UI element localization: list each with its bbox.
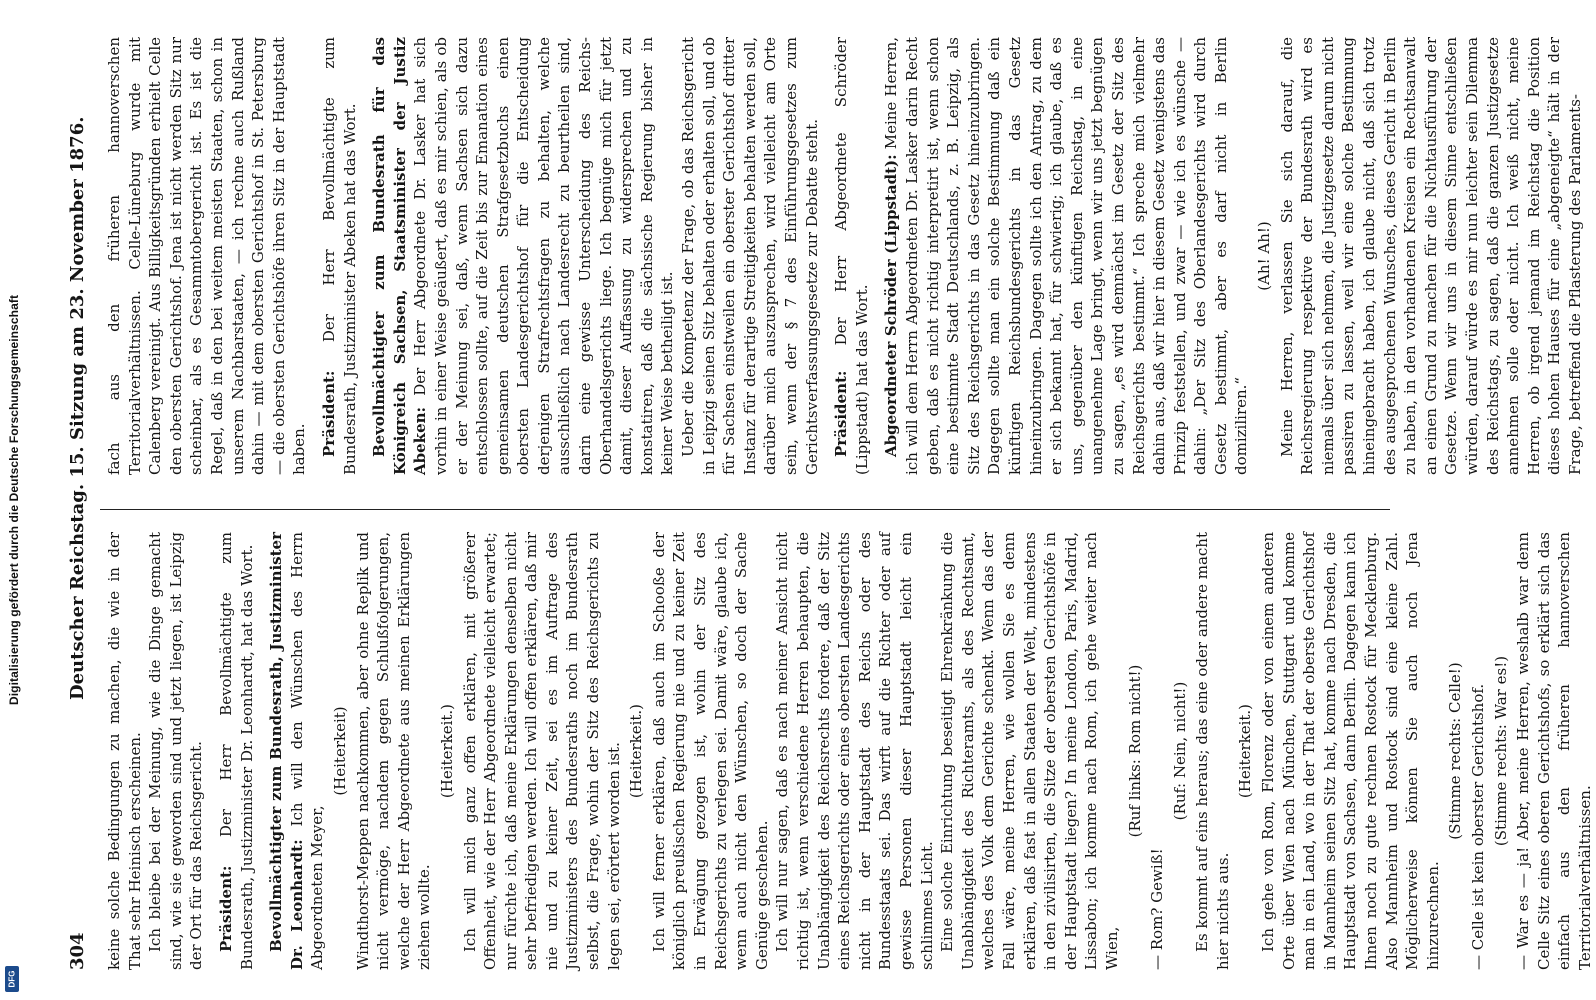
page-number: 304	[67, 932, 88, 970]
text-paragraph	[1277, 37, 1586, 475]
paragraph-text: Ich will ferner erklären, daß auch im Schooße der königlich preußischen Regierung nie und zu keiner Zeit in Erwägung gezogen ist, wohin der Sitz des Reichsgerichts zu verlegen sei. Damit wäre, glaube ich, wenn auch nicht den Wünschen, so doch der Sache Genüge geschehen.	[649, 532, 771, 970]
text-paragraph	[1192, 532, 1233, 970]
speaker-name: Präsident:	[319, 370, 338, 457]
text-paragraph	[104, 532, 145, 970]
speaker-name: Präsident:	[832, 370, 851, 457]
dfg-logo-icon	[5, 966, 19, 992]
paragraph-text: — Rom? Gewiß!	[1148, 848, 1167, 970]
stage-direction	[1170, 532, 1191, 970]
paragraph-text: Ich bleibe bei der Meinung, wie die Dinge gemacht sind, wie sie geworden sind und jetzt liegen, ist Leipzig der Ort für das Reichsgericht.	[146, 532, 206, 970]
paragraph-text: (Stimme rechts: War es!)	[1491, 655, 1510, 847]
paragraph-text: (Heiterkeit.)	[627, 703, 646, 799]
paragraph-text: (Heiterkeit.)	[1236, 703, 1255, 799]
stage-direction	[1125, 532, 1146, 970]
right-column	[104, 37, 1584, 475]
paragraph-text: keine solche Bedingungen zu machen, die wie in der That sehr Heinisch erscheinen.	[105, 532, 144, 970]
paragraph-text: (Ah! Ah!)	[1255, 221, 1274, 291]
speaker-name: Bevollmächtigter zum Bundesrath, Justizminister Dr. Leonhardt:	[267, 532, 306, 970]
paragraph-text: — Celle ist kein oberster Gerichtshof.	[1469, 683, 1487, 970]
credit-text: Digitalisierung gefördert durch die Deutsche Forschungsgemeinschaft	[7, 294, 21, 706]
text-paragraph	[1258, 532, 1443, 970]
speaker-name: Bevollmächtigter zum Bundesrath für das Königreich Sachsen, Staatsminister der Justiz Abeken:	[370, 37, 430, 475]
speech-paragraph	[319, 37, 360, 475]
paragraph-text: fach aus den früheren hannoverschen Territorialverhältnissen. Celle-Lüneburg wurde mit Calenberg vereinigt. Aus Billigkeitsgründen erhielt Celle den obersten Gerichtshof. Jena ist nicht werden Sitz nur scheinbar, als es Gesammtobergericht ist. Es ist die Regel, daß in den bei weitem meisten Staaten, schon in unserem Nachbarstaaten, — ich rechne auch Rußland dahin — mit dem obersten Gerichtshof in St. Petersburg — die obersten Gerichtshöfe ihren Sitz in der Hauptstadt haben.	[105, 37, 309, 475]
running-title: Deutscher Reichstag. 15. Sitzung am 23. November 1876.	[67, 116, 88, 700]
paragraph-text: Ich will nur sagen, daß es nach meiner Ansicht nicht richtig ist, wenn verschiedene Herren behaupten, die Unabhängigkeit des Reichsrechts fordere, daß der Sitz eines Reichsgerichts oder eines obersten Landesgerichts nicht in der Hauptstadt des Reichs oder des Bundesstaats sei. Das wirft auf die Richter oder auf gewisse Personen dieser Hauptstadt leicht ein schlimmes Licht.	[773, 532, 936, 970]
paragraph-text: (Heiterkeit)	[330, 706, 349, 796]
paragraph-text: Es kommt auf eins heraus; das eine oder andere macht hier nichts aus.	[1193, 532, 1232, 970]
paragraph-text: Windthorst-Meppen nachkommen, aber ohne Replik und nicht vermöge, nachdem gegen Schlußfolgerungen, welche der Herr Abgeordnete aus meinen Erklärungen ziehen wollte.	[353, 532, 434, 970]
paragraph-text: (Stimme rechts: Celle!)	[1446, 662, 1465, 840]
stage-direction	[1235, 532, 1256, 970]
stage-direction	[1254, 37, 1275, 475]
speech-paragraph	[369, 37, 678, 475]
column-divider	[100, 509, 1390, 510]
paragraph-text: (Ruf: Nein, nicht!)	[1170, 681, 1189, 821]
text-paragraph	[649, 532, 773, 970]
dfg-logo-text: DFG	[7, 970, 17, 988]
paragraph-text: Der Herr Bevollmächtigte zum Bundesrath, Justizminister Dr. Leonhardt, hat das Wort.	[216, 532, 256, 970]
text-paragraph	[678, 37, 822, 475]
paragraph-text: — War es — ja! Aber, meine Herren, weshalb war denn Celle Sitz eines oberen Gerichtshofs, so erklärt sich das einfach aus den früheren hannoverschen Territorialverhältnissen.	[1514, 532, 1594, 970]
paragraph-text: Ich gehe von Rom, Florenz oder von einem anderen Orte über Wien nach München, Stuttgart und komme man in ein Land, wo in der That der oberste Gerichtshof in Mannheim seinen Sitz hat, komme nach Dresden, die Hauptstadt von Sachsen, dann Berlin. Dagegen kann ich Ihnen noch zu gute rechnen Rostock für Mecklenburg. Also Mannheim und Rostock sind eine kleine Zahl. Möglicherweise können Sie auch noch Jena hinzurechnen.	[1259, 532, 1442, 970]
paragraph-text: Der Herr Abgeordnete Dr. Lasker hat sich vorhin in einer Weise geäußert, daß es mir schien, als ob er der Meinung sei, daß, wenn Sachsen sich dazu entschlossen sollte, auf die Zeit bis zur Emanation eines gemeinsamen deutschen Strafgesetzbuchs einen obersten Landesgerichtshof für die Entscheidung derjenigen Strafrechtsfragen zu behalten, welche ausschließlich nach Landesrecht zu beurtheilen sind, darin eine gewisse Unterscheidung des Reichs-Oberhandelsgerichts liege. Ich begnüge mich für jetzt damit, dieser Auffassung zu widersprechen und zu konstatiren, daß die sächsische Regierung bisher in keiner Weise betheiligt ist.	[411, 37, 677, 475]
stage-direction	[626, 532, 647, 970]
stage-direction	[1491, 532, 1512, 970]
speech-paragraph	[266, 532, 328, 970]
paragraph-text: (Heiterkeit.)	[437, 703, 456, 799]
text-paragraph	[1147, 532, 1168, 970]
text-paragraph	[460, 532, 625, 970]
speaker-name: Präsident:	[216, 865, 235, 952]
left-column	[104, 532, 1594, 970]
rotated-page	[60, 0, 1594, 1000]
text-paragraph	[1513, 532, 1595, 970]
digitization-credit	[3, 0, 25, 1000]
paragraph-text: Ueber die Kompetenz der Frage, ob das Reichsgericht in Leipzig seinen Sitz behalten oder erhalten soll, und ob für Sachsen einstweilen ein oberster Gerichtshof dritter Instanz für derartige Streitigkeiten behalten werden soll, darüber mich auszusprechen, wird vielleicht am Orte sein, wenn der § 7 des Einführungsgesetzes zum Gerichtsverfassungsgesetze zur Debatte steht.	[679, 37, 821, 475]
speech-paragraph	[216, 532, 257, 970]
text-paragraph	[353, 532, 435, 970]
text-paragraph	[1468, 532, 1489, 970]
speech-paragraph	[831, 37, 872, 475]
stage-direction	[437, 532, 458, 970]
text-paragraph	[937, 532, 1122, 970]
paragraph-text: Der Herr Abgeordnete Schröder (Lippstadt) hat das Wort.	[832, 37, 871, 475]
text-paragraph	[772, 532, 937, 970]
paragraph-text: Ich will mich ganz offen erklären, mit größerer Offenheit, wie der Herr Abgeordnete vielleicht erwartet; nur fürchte ich, daß meine Erklärungen denselben nicht sehr befriedigen werden. Ich will offen erklären, daß mir nie und zu keiner Zeit, sei es im Auftrage des Justizministers des Bundesraths noch im Bundesrath selbst, die Frage, wohin der Sitz des Reichsgerichts zu legen sei, erörtert worden ist.	[460, 532, 623, 970]
speaker-name: Abgeordneter Schröder (Lippstadt):	[882, 154, 901, 457]
paragraph-text: Meine Herren, ich will dem Herrn Abgeordneten Dr. Lasker darin Recht geben, daß es nicht richtig interpretirt ist, wenn schon eine bestimmte Stadt Deutschlands, z. B. Leipzig, als Sitz des Reichsgerichts in das Gesetz hineinzubringen. Dagegen sollte man ein solche Bestimmung daß ein künftigen Reichsbundesgerichts in das Gesetz hineinzubringen. Dagegen sollte ich den Antrag, zu dem er sich bekannt hat, für schwierig; ich glaube, daß es uns, gegenüber den künftigen Reichstag, in eine unangenehme Lage bringt, wenn wir uns jetzt begnügen zu sagen, „es wird demnächst im Gesetz der Sitz des Reichsgerichts bestimmt.“ Ich spreche mich vielmehr dahin aus, daß wir hier in diesem Gesetz wenigstens das Prinzip feststellen, und zwar — wie ich es wünsche — dahin: „Der Sitz des Oberlandesgerichts wird durch Gesetz bestimmt, aber es darf nicht in Berlin domiziliren.“	[882, 37, 1251, 475]
paragraph-text: (Ruf links: Rom nicht!)	[1125, 664, 1144, 838]
text-paragraph	[145, 532, 207, 970]
stage-direction	[1445, 532, 1466, 970]
paragraph-text: Der Herr Bevollmächtigte zum Bundesrath, Justizminister Abeken hat das Wort.	[319, 37, 359, 475]
stage-direction	[330, 532, 351, 970]
running-head	[68, 10, 94, 970]
paragraph-text: Eine solche Einrichtung beseitigt Ehrenkränkung die Unabhängigkeit des Richteramts, als des Rechtsamt, welches des Volk dem Gerichte schenkt. Wenn das der Fall wäre, meine Herren, wie wollen Sie es denn erklären, daß fast in allen Staaten der Welt, mindestens in den zivilisirten, die Sitze der obersten Gerichtshöfe in der Hauptstadt liegen? In meine London, Paris, Madrid, Lissabon; ich komme nach Rom, ich gehe weiter nach Wien,	[938, 532, 1121, 970]
speech-paragraph	[881, 37, 1252, 475]
text-paragraph	[104, 37, 310, 475]
paragraph-text: Meine Herren, verlassen Sie sich darauf, die Reichsregierung respektive der Bundesrath wird es niemals über sich nehmen, die Justizgesetze darum nicht passiren zu lassen, weil wir eine solche Bestimmung hineingebracht haben, ich glaube nicht, daß sich trotz des ausgesprochenen Wunsches, dieses Gericht in Berlin zu haben, in den vorhandenen Kreisen ein Rechtsanwalt an einen Grund zu machen für die Nichtausführung der Gesetze. Wenn wir uns in diesem Sinne entschließen würden, darauf würde es mir nun leichter sein Dilemma des Reichstags, zu sagen, daß die ganzen Justizgesetze annehmen solle oder nicht. Ich weiß nicht, meine Herren, ob irgend jemand im Reichstag die Position dieses hohen Hauses für eine „abgeneigte“ hält in der Frage, betreffend die Pflasterung des Parlaments-	[1277, 37, 1584, 475]
paragraph-text: Ich will den Wünschen des Herrn Abgeordneten Meyer,	[287, 532, 327, 970]
